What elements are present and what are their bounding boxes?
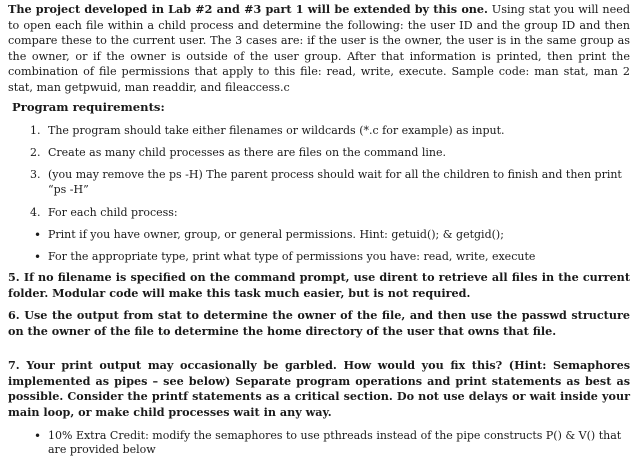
item-6-text: Use the output from stat to determine the owner of the file, and then use the passwd structure on the owner of the file to determine the home directory of the user that owns that file. (8, 308, 630, 338)
item-5-number: 5. (8, 270, 20, 284)
item-4-number: 4. (30, 206, 41, 219)
item-7-number: 7. (8, 358, 20, 372)
item-3-number: 3. (30, 168, 41, 181)
item-5-text: If no filename is specified on the command prompt, use dirent to retrieve all files in the current folder. Modular code will make this task much easier, but is not required. (8, 270, 630, 300)
item-1-text: The program should take either filenames or wildcards (*.c for example) as input. (48, 124, 505, 137)
intro-bold-lead: The project developed in Lab #2 and #3 part 1 will be extended by this one. (8, 2, 488, 16)
item-2-number: 2. (30, 146, 41, 159)
extra-credit-text: 10% Extra Credit: modify the semaphores to use pthreads instead of the pipe constructs P() & V() that are provided below (48, 429, 622, 456)
requirements-heading: Program requirements: (12, 100, 165, 114)
item-5 (8, 270, 630, 301)
bullet-2-text: For the appropriate type, print what type of permissions you have: read, write, execute (48, 250, 536, 263)
bullet-1-text: Print if you have owner, group, or general permissions. Hint: getuid(); & getgid(); (48, 228, 504, 241)
item-2-text: Create as many child processes as there are files on the command line. (48, 146, 446, 159)
item-6 (8, 308, 630, 339)
item-7-text: Your print output may occasionally be garbled. How would you fix this? (Hint: Semaphores implemented as pipes – see below) Separate program operations and print statements as best as possible. Consider the printf statements as a critical section. Do not use delays or wait inside your main loop, or make child processes wait in any way. (8, 358, 630, 419)
bullet-icon: • (34, 429, 42, 443)
intro-text: Using stat you will need to open each file within a child process and determine the following: the user ID and the group ID and then compare these to the current user. The 3 cases are: if the user is the owner, the user is in the same group as the owner, or if the owner is outside of the user group. After that information is printed, then print the combination of file permissions that apply to this file: read, write, execute. Sample code: man stat, man 2 stat, man getpwuid, man readdir, and fileaccess.c (8, 3, 630, 94)
bullet-icon: • (34, 250, 42, 264)
bullet-icon: • (34, 228, 42, 242)
intro-paragraph (8, 2, 630, 95)
item-4-text: For each child process: (48, 206, 178, 219)
item-3-text: (you may remove the ps -H) The parent process should wait for all the children to finish and then print “ps -H” (48, 168, 622, 196)
item-1-number: 1. (30, 124, 41, 137)
item-6-number: 6. (8, 308, 20, 322)
item-7 (8, 358, 630, 420)
